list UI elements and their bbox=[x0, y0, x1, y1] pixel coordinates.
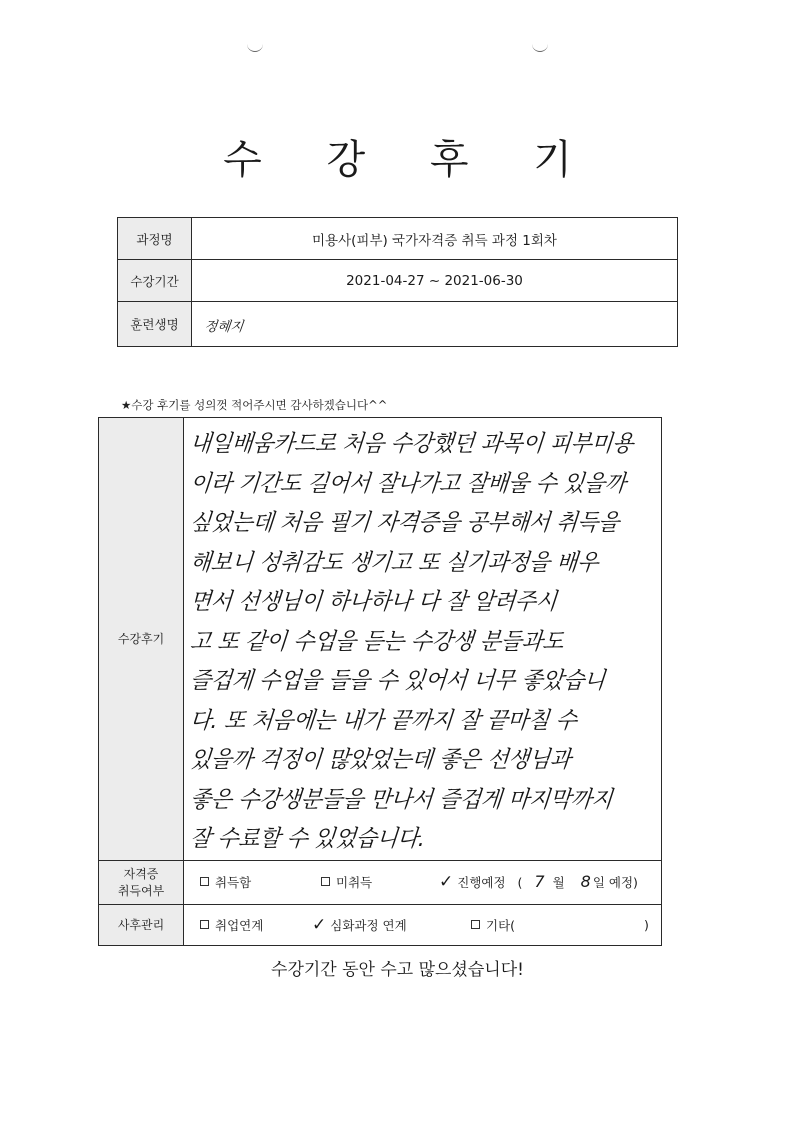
day-label: 일 예정) bbox=[592, 875, 638, 890]
option-not-acquired-label: 미취득 bbox=[336, 875, 373, 890]
review-body bbox=[184, 418, 662, 861]
month-handwritten: 7 bbox=[534, 872, 545, 891]
closing-message: 수강기간 동안 수고 많으셨습니다! bbox=[271, 960, 524, 980]
instruction-note: ★수강 후기를 성의껏 적어주시면 감사하겠습니다^^ bbox=[121, 398, 388, 412]
period-label: 수강기간 bbox=[118, 260, 192, 302]
period-row bbox=[118, 260, 678, 302]
page-title: 수 강 후 기 bbox=[223, 137, 598, 183]
option-other-label: 기타( bbox=[486, 917, 516, 933]
paren-open: ( bbox=[517, 875, 523, 890]
review-line: 즐겁게 수업을 들을 수 있어서 너무 좋았습니 bbox=[188, 668, 606, 694]
course-value: 미용사(피부) 국가자격증 취득 과정 1회차 bbox=[192, 218, 678, 260]
review-line: 잘 수료할 수 있었습니다. bbox=[188, 826, 427, 852]
certification-label-line2: 취득여부 bbox=[117, 884, 165, 898]
option-not-acquired[interactable] bbox=[321, 873, 372, 891]
trainee-row bbox=[118, 302, 678, 347]
option-other[interactable] bbox=[471, 916, 515, 934]
month-label: 월 bbox=[552, 875, 565, 890]
day-handwritten: 8 bbox=[580, 872, 591, 891]
checkbox-empty-icon bbox=[321, 877, 330, 886]
certification-options bbox=[184, 860, 662, 904]
other-paren-close: ) bbox=[644, 917, 649, 932]
option-employment[interactable] bbox=[200, 916, 263, 934]
option-acquired-label: 취득함 bbox=[215, 875, 252, 890]
trainee-name-handwritten: 정혜지 bbox=[189, 302, 680, 347]
review-line: 해보니 성취감도 생기고 또 실기과정을 배우 bbox=[188, 549, 600, 576]
option-planned-label: 진행예정 bbox=[457, 875, 506, 890]
checkmark-icon: ✓ bbox=[439, 872, 454, 892]
aftercare-label: 사후관리 bbox=[99, 904, 184, 945]
aftercare-row bbox=[99, 904, 662, 945]
review-line: 이라 기간도 길어서 잘나가고 잘배울 수 있을까 bbox=[188, 470, 627, 497]
course-info-table bbox=[117, 217, 678, 347]
option-advanced-label: 심화과정 연계 bbox=[330, 917, 407, 933]
trainee-label: 훈련생명 bbox=[118, 302, 192, 347]
aftercare-options bbox=[184, 904, 662, 945]
review-label: 수강후기 bbox=[99, 418, 184, 861]
review-line: 다. 또 처음에는 내가 끝까지 잘 끝마칠 수 bbox=[188, 707, 578, 734]
review-line: 싶었는데 처음 필기 자격증을 공부해서 취득을 bbox=[188, 510, 621, 536]
option-advanced-course[interactable] bbox=[312, 915, 407, 935]
review-row bbox=[99, 418, 662, 861]
punch-hole-left bbox=[247, 42, 263, 52]
option-employment-label: 취업연계 bbox=[215, 917, 264, 933]
review-line: 좋은 수강생분들을 만나서 즐겁게 마지막까지 bbox=[188, 786, 614, 813]
certification-label bbox=[99, 860, 184, 904]
option-acquired[interactable] bbox=[200, 873, 251, 891]
review-line: 내일배움카드로 처음 수강했던 과목이 피부미용 bbox=[188, 431, 635, 457]
review-table bbox=[98, 417, 662, 946]
punch-hole-right bbox=[532, 42, 548, 52]
review-text-handwritten bbox=[184, 418, 661, 860]
course-label: 과정명 bbox=[118, 218, 192, 260]
option-planned[interactable] bbox=[439, 872, 638, 892]
checkbox-empty-icon bbox=[200, 920, 209, 929]
review-line: 면서 선생님이 하나하나 다 잘 알려주시 bbox=[188, 589, 558, 615]
certification-row bbox=[99, 860, 662, 904]
checkbox-empty-icon bbox=[200, 877, 209, 886]
certification-label-line1: 자격증 bbox=[123, 867, 159, 881]
checkmark-icon: ✓ bbox=[312, 914, 327, 935]
course-row bbox=[118, 218, 678, 260]
review-line: 고 또 같이 수업을 듣는 수강생 분들과도 bbox=[188, 628, 565, 655]
period-value: 2021-04-27 ~ 2021-06-30 bbox=[192, 260, 678, 302]
review-line: 있을까 걱정이 많았었는데 좋은 선생님과 bbox=[188, 747, 572, 773]
checkbox-empty-icon bbox=[471, 920, 480, 929]
